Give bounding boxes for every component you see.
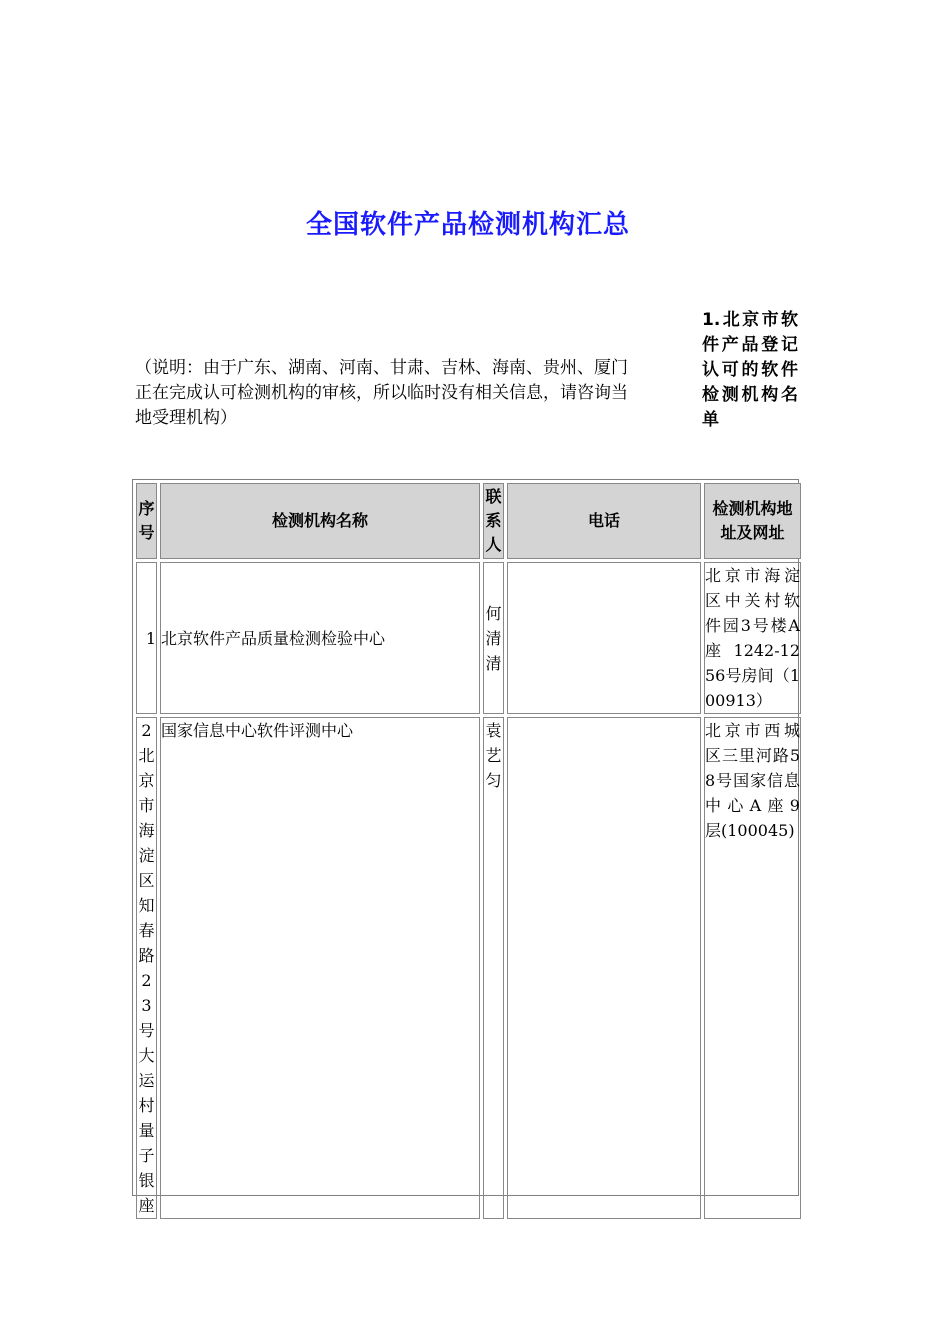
row-address: 北京市西城区三里河路58号国家信息中心A座9 层(100045) <box>704 717 801 1219</box>
institutions-table <box>132 479 833 1215</box>
note-line: 正在完成认可检测机构的审核，所以临时没有相关信息，请咨询当 <box>135 383 628 403</box>
note-line: 地受理机构） <box>135 408 237 428</box>
row-address: 北京市海淀区中关村软件园3号楼A座 1242-1256号房间（100913） <box>704 562 801 714</box>
row-no: 1 <box>136 562 157 714</box>
section-heading: 1.北京市软件产品登记认可的软件检测机构名单 <box>702 310 798 430</box>
row-phone <box>507 562 701 714</box>
header-contact: 联系人 <box>483 483 504 559</box>
page-title: 全国软件产品检测机构汇总 <box>305 210 630 240</box>
row-contact: 何清清 <box>483 562 504 714</box>
header-address: 检测机构地址及网址 <box>704 483 801 559</box>
table-row <box>136 562 801 714</box>
row-no: 2北京市海淀区知春路23号大运村量子银座 <box>136 717 157 1219</box>
table-row <box>136 717 801 1219</box>
row-contact: 袁艺匀 <box>483 717 504 1219</box>
note-line: （说明：由于广东、湖南、河南、甘肃、吉林、海南、贵州、厦门 <box>135 358 628 378</box>
header-no: 序号 <box>136 483 157 559</box>
header-phone: 电话 <box>507 483 701 559</box>
row-phone <box>507 717 701 1219</box>
header-name: 检测机构名称 <box>160 483 480 559</box>
row-name: 国家信息中心软件评测中心 <box>160 717 480 1219</box>
table-header-row <box>136 483 801 559</box>
explanation-note <box>135 356 701 431</box>
row-name: 北京软件产品质量检测检验中心 <box>160 562 480 714</box>
